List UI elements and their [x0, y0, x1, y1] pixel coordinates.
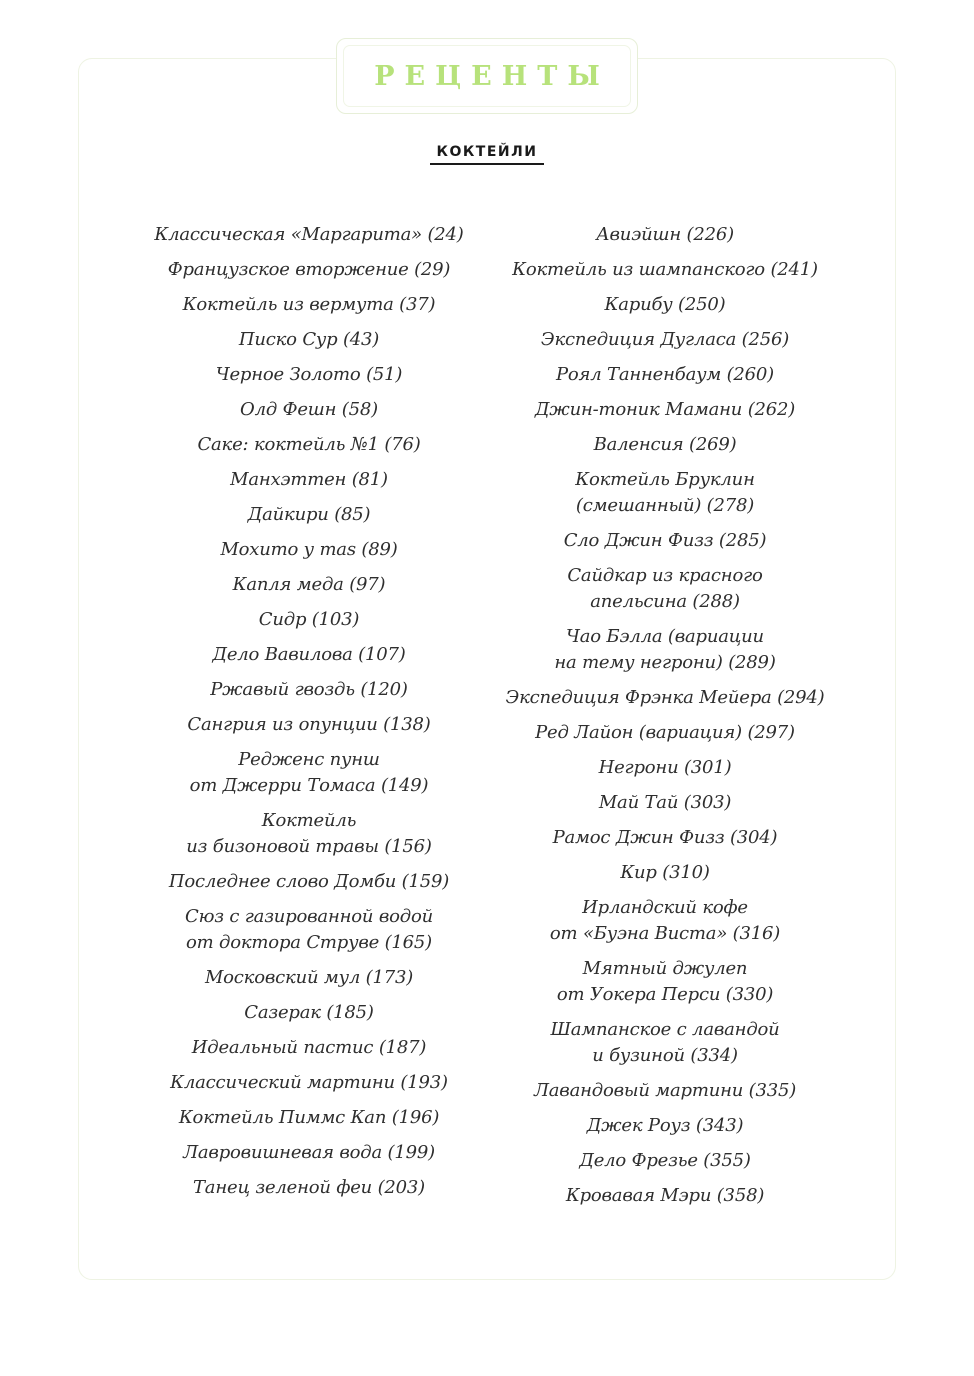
recipe-entry: Лавандовый мартини (335) — [533, 1080, 797, 1101]
recipe-entry: Московский мул (173) — [204, 967, 414, 988]
recipe-entry: Дело Вавилова (107) — [212, 644, 406, 665]
recipe-entry: Олд Фешн (58) — [240, 399, 378, 420]
recipe-entry: Сидр (103) — [258, 609, 360, 630]
recipe-entry: Май Тай (303) — [598, 792, 732, 813]
recipe-entry: Негрони (301) — [598, 757, 732, 778]
recipe-entry: Лавровишневая вода (199) — [183, 1142, 435, 1163]
recipe-entry: Идеальный пастис (187) — [191, 1037, 427, 1058]
recipe-list-left — [119, 222, 499, 1210]
recipe-entry: Саке: коктейль №1 (76) — [197, 434, 421, 455]
recipe-entry: Французское вторжение (29) — [167, 259, 451, 280]
recipe-entry: Ржавый гвоздь (120) — [210, 679, 408, 700]
recipe-entry: Рамос Джин Физз (304) — [552, 827, 778, 848]
recipe-entry: Ред Лайон (вариация) (297) — [535, 722, 795, 743]
recipe-entry: Джин-тоник Мамани (262) — [534, 399, 796, 420]
recipe-entry: Танец зеленой феи (203) — [193, 1177, 425, 1198]
recipe-entry: Сло Джин Физз (285) — [563, 530, 767, 551]
recipe-entry: Экспедиция Фрэнка Мейера (294) — [505, 687, 825, 708]
recipe-entry: Коктейль Пиммс Кап (196) — [178, 1107, 440, 1128]
recipe-entry: Капля меда (97) — [232, 574, 386, 595]
recipe-entry: Дело Фрезье (355) — [579, 1150, 751, 1171]
recipe-entry: Писко Сур (43) — [238, 329, 380, 350]
recipe-entry: Редженс пунш от Джерри Томаса (149) — [189, 749, 429, 796]
section-heading — [0, 141, 974, 165]
recipe-entry: Мятный джулеп от Уокера Перси (330) — [556, 958, 774, 1005]
recipe-entry: Авиэйшн (226) — [596, 224, 734, 245]
recipe-list-right — [475, 222, 855, 1218]
recipe-entry: Сюз с газированной водой от доктора Струве (165) — [185, 906, 433, 953]
recipe-entry: Манхэттен (81) — [230, 469, 388, 490]
recipe-entry: Черное Золото (51) — [215, 364, 403, 385]
recipe-entry: Карибу (250) — [604, 294, 726, 315]
recipe-entry: Сазерак (185) — [244, 1002, 374, 1023]
recipe-entry: Валенсия (269) — [593, 434, 737, 455]
recipe-entry: Сайдкар из красного апельсина (288) — [567, 565, 763, 612]
recipe-entry: Мохито у mas (89) — [220, 539, 398, 560]
recipe-entry: Чао Бэлла (вариации на тему негрони) (289) — [554, 626, 776, 673]
recipe-entry: Коктейль Бруклин (смешанный) (278) — [575, 469, 755, 516]
recipe-entry: Джек Роуз (343) — [586, 1115, 744, 1136]
recipe-entry: Экспедиция Дугласа (256) — [540, 329, 790, 350]
recipe-entry: Дайкири (85) — [247, 504, 371, 525]
recipe-entry: Кир (310) — [620, 862, 710, 883]
recipe-entry: Шампанское с лавандой и бузиной (334) — [550, 1019, 780, 1066]
section-heading-label: КОКТЕЙЛИ — [430, 144, 545, 165]
recipe-entry: Кровавая Мэри (358) — [565, 1185, 765, 1206]
recipe-entry: Последнее слово Домби (159) — [168, 871, 450, 892]
recipe-entry: Коктейль из бизоновой травы (156) — [186, 810, 432, 857]
recipe-entry: Ирландский кофе от «Буэна Виста» (316) — [549, 897, 781, 944]
recipe-entry: Сангрия из опунции (138) — [187, 714, 431, 735]
recipe-entry: Роял Танненбаум (260) — [555, 364, 774, 385]
recipe-entry: Классическая «Маргарита» (24) — [154, 224, 464, 245]
page-title: РЕЦЕНТЫ — [374, 60, 610, 92]
recipe-entry: Коктейль из шампанского (241) — [512, 259, 818, 280]
title-plate — [336, 38, 638, 114]
recipe-entry: Классический мартини (193) — [170, 1072, 448, 1093]
recipe-entry: Коктейль из вермута (37) — [182, 294, 436, 315]
